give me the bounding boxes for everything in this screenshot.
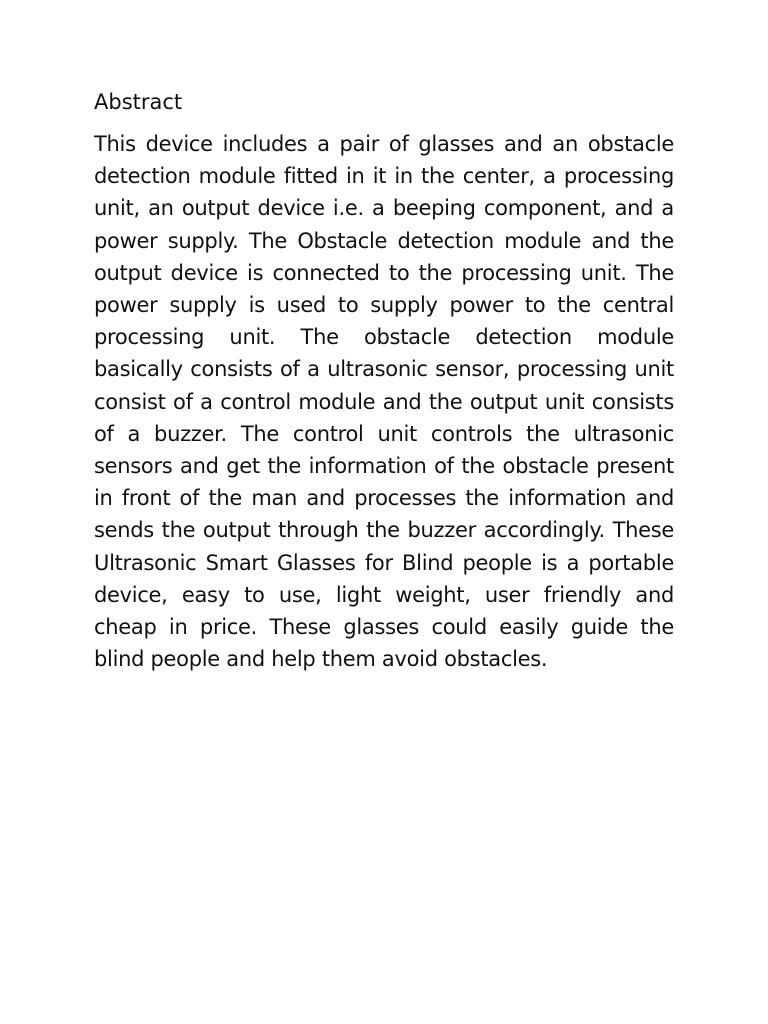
abstract-paragraph: This device includes a pair of glasses and an obstacle detection module fitted in it in the center, a processing unit, an output device i.e. a beeping component, and a power supply. The Obstacle detection module and the output device is connected to the processing unit. The power supply is used to supply power to the central processing unit. The obstacle detection module basically consists of a ultrasonic sensor, processing unit consist of a control module and the output unit consists of a buzzer. The control unit controls the ultrasonic sensors and get the information of the obstacle present in front of the man and processes the information and sends the output through the buzzer accordingly. These Ultrasonic Smart Glasses for Blind people is a portable device, easy to use, light weight, user friendly and cheap in price. These glasses could easily guide the blind people and help them avoid obstacles. [94,132,674,672]
document-content [94,88,674,675]
abstract-heading: Abstract [94,90,183,114]
